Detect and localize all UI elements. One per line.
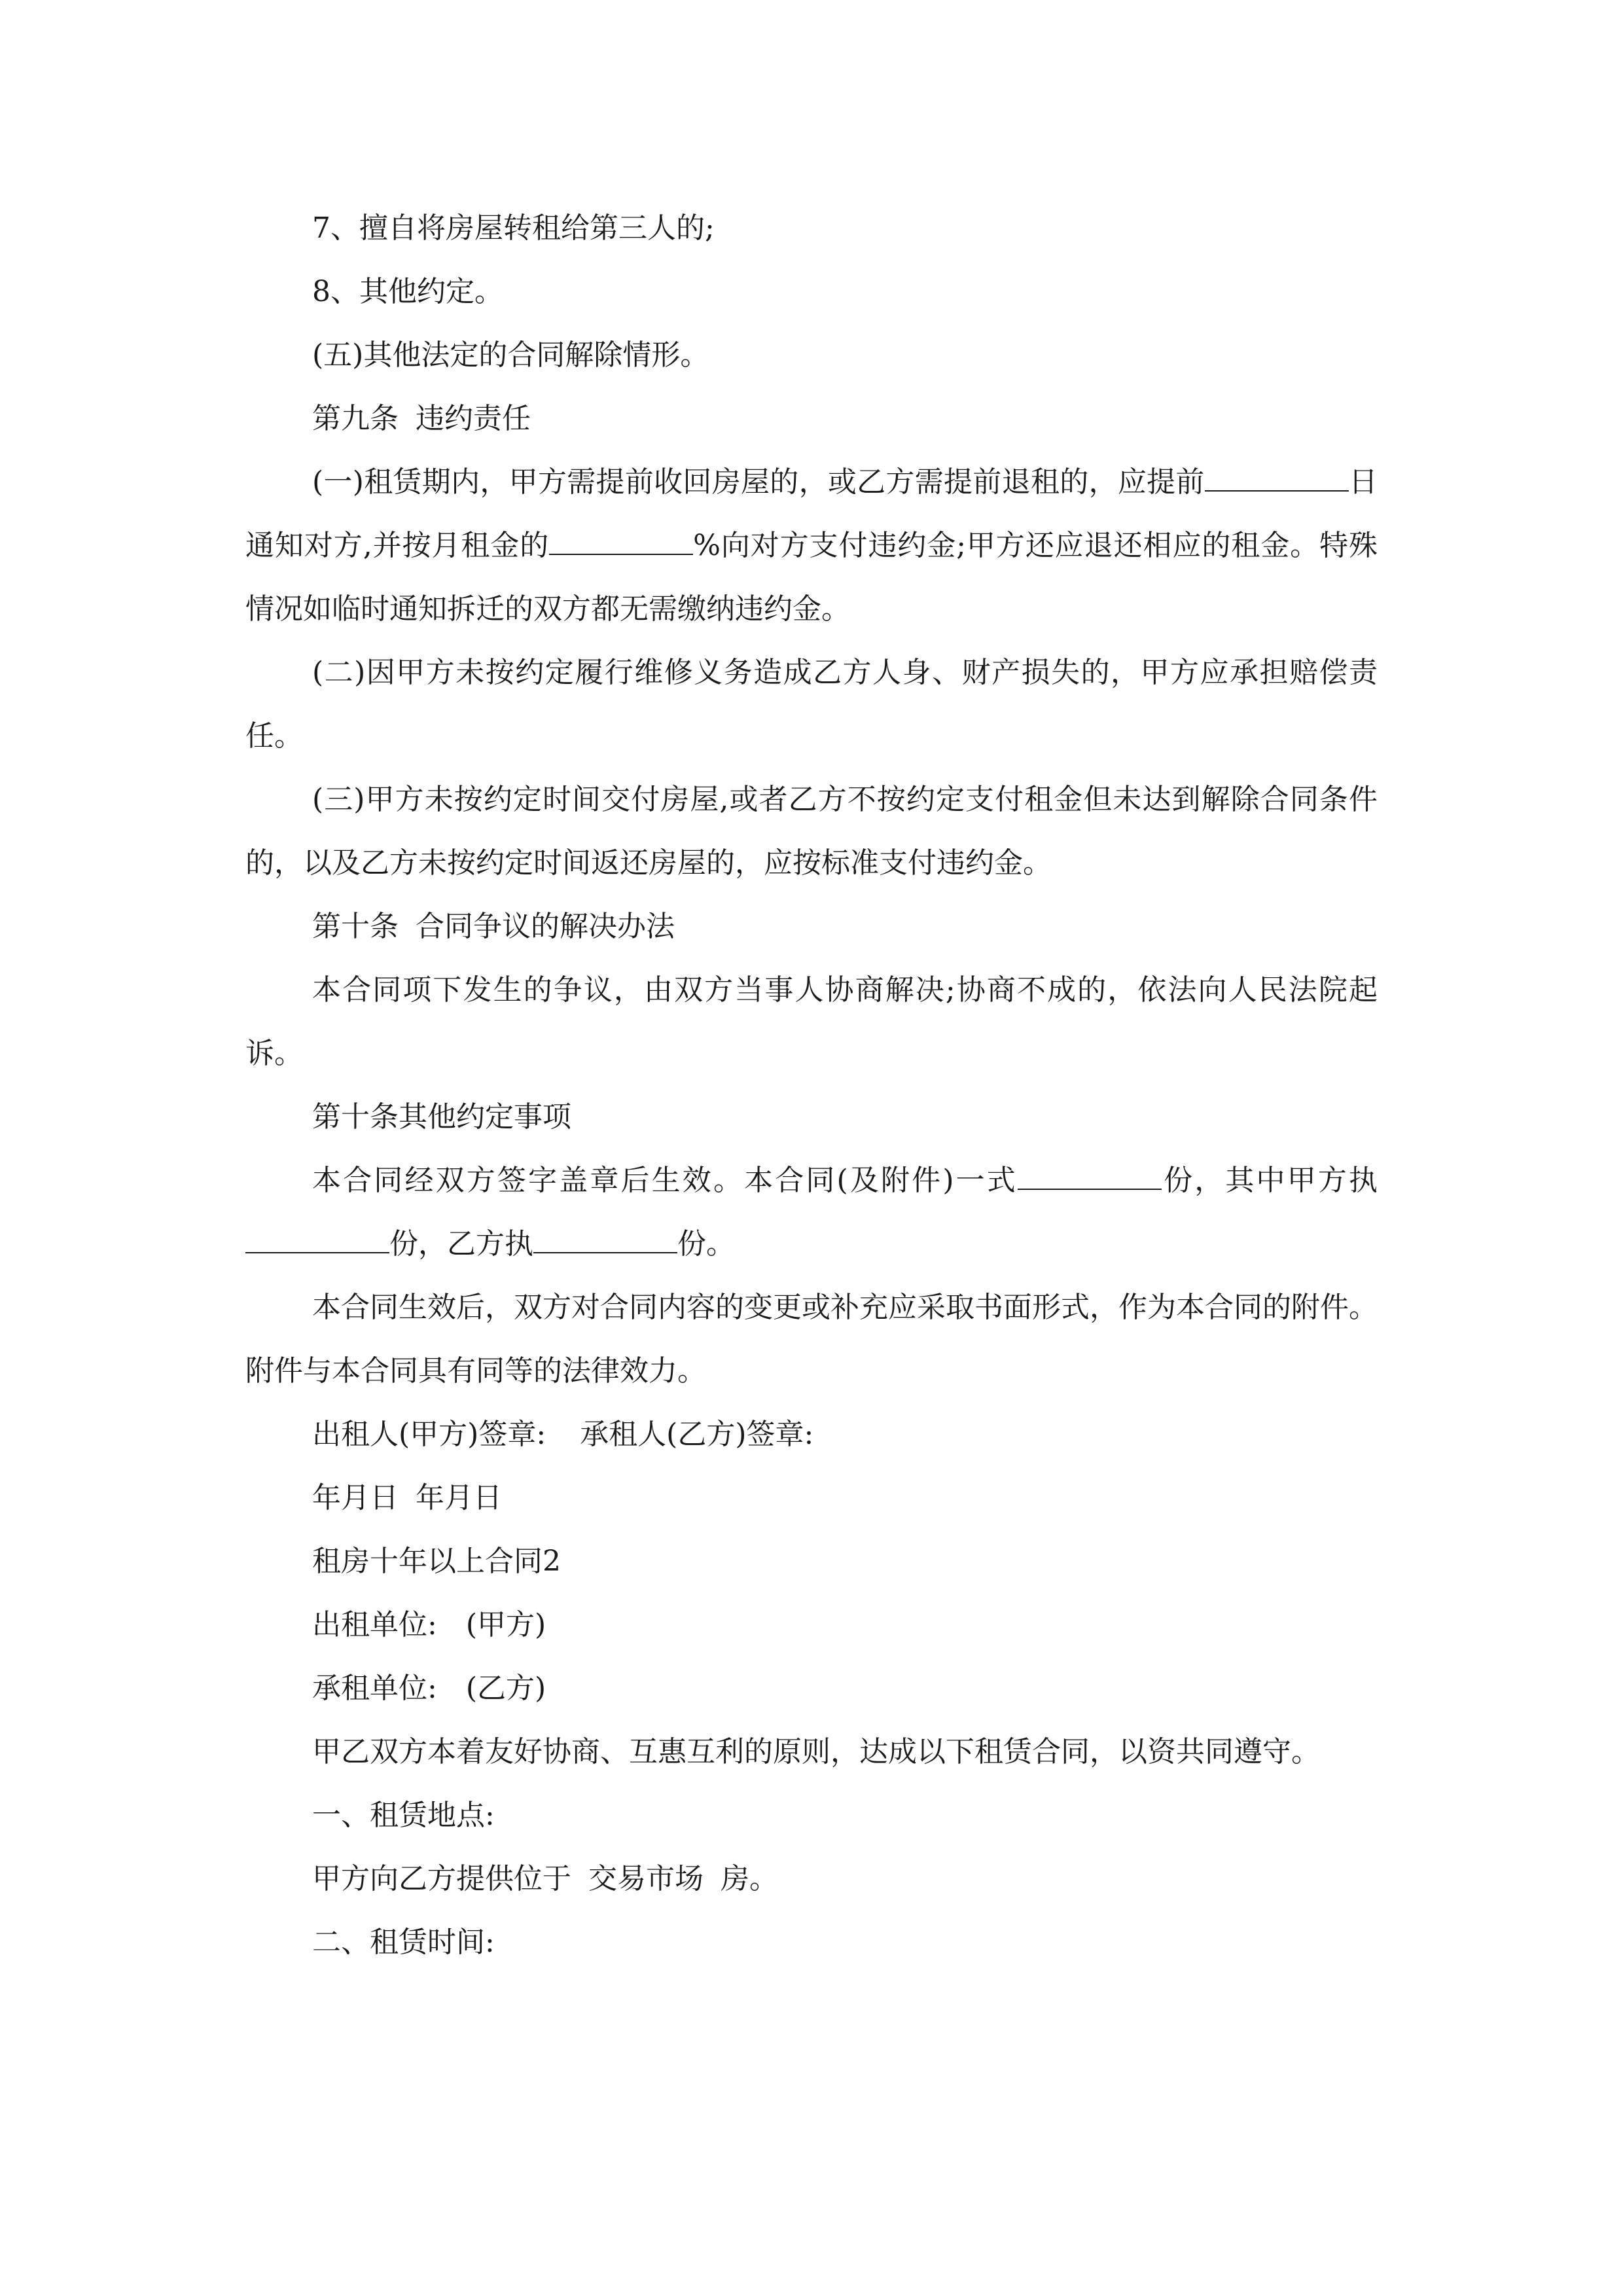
paragraph-liability-2: (二)因甲方未按约定履行维修义务造成乙方人身、财产损失的，甲方应承担赔偿责任。 — [245, 656, 1378, 753]
lessor-date: 年月日 — [312, 1481, 399, 1515]
date-line — [245, 1466, 1378, 1530]
article-9-title: 违约责任 — [416, 402, 531, 435]
location-part-c: 房。 — [721, 1862, 778, 1895]
article-other-heading: 第十条其他约定事项 — [312, 1100, 571, 1134]
blank-total-copies — [1018, 1162, 1162, 1190]
blank-party-b-copies — [533, 1226, 677, 1253]
liability-1-part-c: %向对方支付违约金;甲方还应退还相应的租金。特殊情况如临时通知拆迁的双方都无需缴纳违约金。 — [245, 529, 1378, 626]
article-10-number: 第十条 — [312, 910, 399, 943]
paragraph-clause-7: 7、擅自将房屋转租给第三人的; — [312, 211, 715, 245]
paragraph-clause-8: 8、其他约定。 — [312, 275, 503, 308]
copies-part-d: 份。 — [677, 1227, 735, 1261]
lessor-unit-line: 出租单位: (甲方) — [312, 1608, 546, 1641]
blank-party-a-copies — [245, 1226, 389, 1253]
paragraph-liability-1 — [245, 450, 1378, 641]
lessee-date: 年月日 — [416, 1481, 502, 1515]
paragraph-copies — [245, 1149, 1378, 1276]
section-2-heading: 二、租赁时间: — [312, 1926, 495, 1959]
liability-1-part-a: (一)租赁期内，甲方需提前收回房屋的，或乙方需提前退租的，应提前 — [312, 465, 1205, 499]
article-10-title: 合同争议的解决办法 — [416, 910, 675, 943]
copies-part-b: 份，其中甲方执 — [1161, 1164, 1378, 1197]
copies-part-a: 本合同经双方签字盖章后生效。本合同(及附件)一式 — [312, 1164, 1018, 1197]
article-9-number: 第九条 — [312, 402, 399, 435]
contract-2-title: 租房十年以上合同2 — [312, 1545, 561, 1578]
location-part-a: 甲方向乙方提供位于 — [312, 1862, 571, 1895]
document-page — [245, 196, 1378, 1974]
section-1-heading: 一、租赁地点: — [312, 1799, 495, 1832]
paragraph-dispute: 本合同项下发生的争议，由双方当事人协商解决;协商不成的，依法向人民法院起诉。 — [245, 973, 1378, 1070]
paragraph-location — [245, 1847, 1378, 1910]
liability-1-part-b: 日通知对方,并按月租金的 — [245, 465, 1378, 562]
paragraph-amendment: 本合同生效后，双方对合同内容的变更或补充应采取书面形式，作为本合同的附件。附件与本合同具有同等的法律效力。 — [245, 1291, 1378, 1388]
paragraph-preamble: 甲乙双方本着友好协商、互惠互利的原则，达成以下租赁合同，以资共同遵守。 — [312, 1735, 1320, 1768]
paragraph-termination-other: (五)其他法定的合同解除情形。 — [312, 338, 709, 372]
copies-part-c: 份，乙方执 — [389, 1227, 533, 1261]
lessor-signature-label: 出租人(甲方)签章: — [312, 1418, 546, 1451]
blank-notice-days — [1205, 464, 1349, 492]
article-9-heading — [245, 387, 1378, 450]
article-10-heading — [245, 895, 1378, 958]
signature-line — [245, 1403, 1378, 1466]
lessee-unit-line: 承租单位: (乙方) — [312, 1672, 546, 1705]
location-part-b: 交易市场 — [588, 1862, 704, 1895]
paragraph-liability-3: (三)甲方未按约定时间交付房屋,或者乙方不按约定支付租金但未达到解除合同条件的，以及乙方未按约定时间返还房屋的，应按标准支付违约金。 — [245, 783, 1378, 880]
blank-penalty-percent — [549, 528, 693, 555]
lessee-signature-label: 承租人(乙方)签章: — [580, 1418, 814, 1451]
